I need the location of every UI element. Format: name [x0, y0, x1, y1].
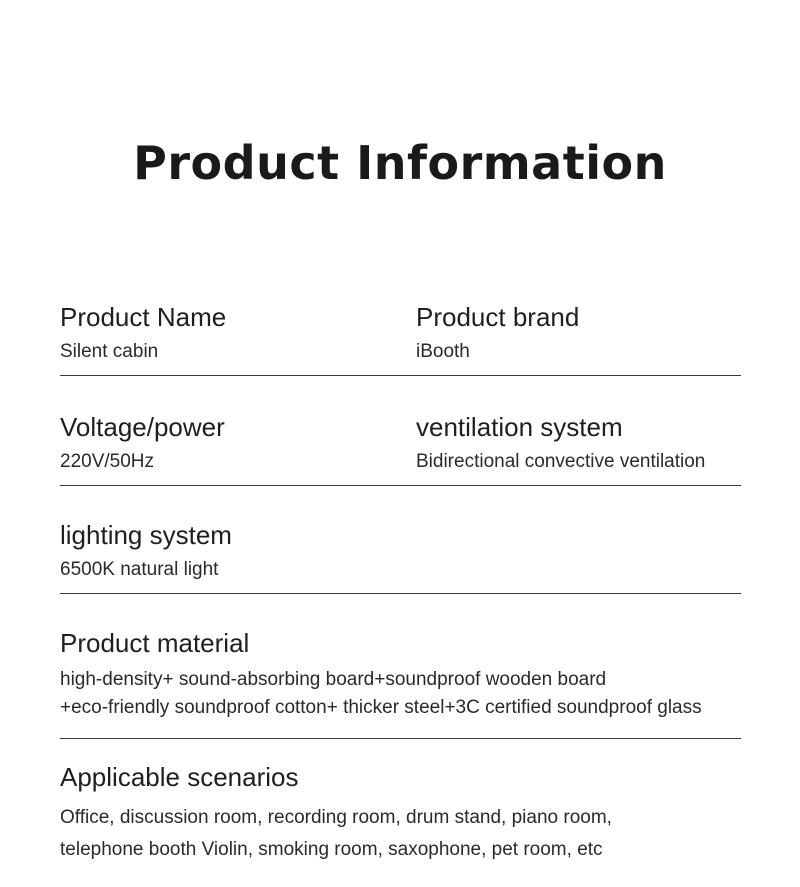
field-label: Voltage/power: [60, 412, 225, 442]
field-product-brand: [416, 302, 579, 364]
field-lighting-system: [60, 520, 232, 582]
field-label: Applicable scenarios: [60, 762, 299, 792]
field-value: [60, 666, 702, 722]
field-value: Bidirectional convective ventilation: [416, 451, 706, 472]
field-product-material: [60, 628, 702, 722]
field-label: Product material: [60, 628, 250, 658]
field-voltage-power: [60, 412, 225, 474]
info-row-material: [60, 628, 741, 739]
info-row-name-brand: [60, 302, 741, 376]
scenarios-line-2: telephone booth Violin, smoking room, saxophone, pet room, etc: [60, 839, 603, 860]
field-applicable-scenarios: [60, 762, 612, 866]
field-value: 6500K natural light: [60, 559, 219, 580]
info-row-lighting: [60, 520, 741, 594]
field-value: 220V/50Hz: [60, 451, 155, 472]
page-title: Product Information: [133, 136, 667, 190]
material-line-1: high-density+ sound-absorbing board+soundproof wooden board: [60, 669, 607, 690]
field-label: Product brand: [416, 302, 580, 332]
material-line-2: +eco-friendly soundproof cotton+ thicker steel+3C certified soundproof glass: [60, 697, 702, 718]
info-row-voltage-ventilation: [60, 412, 741, 486]
field-label: lighting system: [60, 520, 232, 550]
field-label: ventilation system: [416, 412, 623, 442]
field-value: iBooth: [416, 341, 470, 362]
field-value: Silent cabin: [60, 341, 159, 362]
field-ventilation-system: [416, 412, 705, 474]
info-row-scenarios: [60, 762, 741, 872]
scenarios-line-1: Office, discussion room, recording room, drum stand, piano room,: [60, 807, 612, 828]
field-label: Product Name: [60, 302, 227, 332]
field-product-name: [60, 302, 226, 364]
field-value: [60, 802, 612, 866]
